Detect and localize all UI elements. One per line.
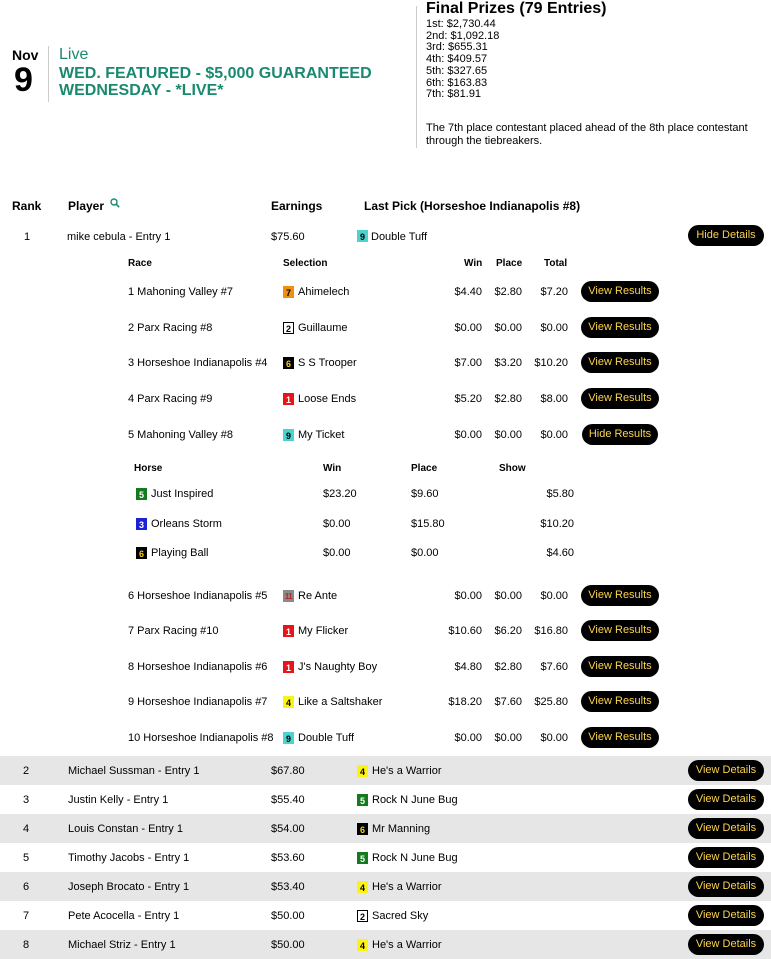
result-horse: Orleans Storm (151, 518, 222, 530)
race-place: $2.80 (494, 286, 522, 298)
race-selection: My Flicker (298, 625, 349, 637)
saddle-cloth-badge: 4 (357, 765, 368, 777)
saddle-cloth-badge: 5 (357, 852, 368, 864)
prize-item: 6th: $163.83 (426, 76, 488, 89)
race-name: 1 Mahoning Valley #7 (128, 286, 233, 298)
view-results-button[interactable]: View Results (581, 281, 659, 302)
result-win: $0.00 (323, 518, 351, 530)
race-name: 10 Horseshoe Indianapolis #8 (128, 732, 274, 744)
entry-earnings: $54.00 (271, 823, 305, 835)
entry-player: Justin Kelly - Entry 1 (68, 794, 169, 806)
view-details-button[interactable]: View Details (688, 789, 764, 810)
result-win-header: Win (323, 463, 342, 474)
race-name: 5 Mahoning Valley #8 (128, 429, 233, 441)
race-win: $5.20 (454, 393, 482, 405)
race-total: $0.00 (540, 322, 568, 334)
result-horse: Just Inspired (151, 488, 214, 500)
saddle-cloth-badge: 1 (283, 625, 294, 637)
entry-pick: Rock N June Bug (372, 852, 458, 864)
event-title: WED. FEATURED - $5,000 GUARANTEED WEDNESDAY - *LIVE* (59, 65, 372, 99)
view-details-button[interactable]: View Details (688, 876, 764, 897)
entry-player: Joseph Brocato - Entry 1 (68, 881, 190, 893)
prize-item: 7th: $81.91 (426, 88, 482, 101)
race-selection: Loose Ends (298, 393, 357, 405)
view-results-button[interactable]: View Results (581, 352, 659, 373)
race-total: $25.80 (534, 696, 568, 708)
win-header: Win (464, 258, 483, 269)
race-selection: Re Ante (298, 590, 338, 602)
race-selection: My Ticket (298, 429, 345, 441)
race-place: $3.20 (494, 357, 522, 369)
view-details-button[interactable]: View Details (688, 760, 764, 781)
place-header: Place (496, 258, 523, 269)
race-selection: Like a Saltshaker (298, 696, 383, 708)
entry-player: Pete Acocella - Entry 1 (68, 910, 180, 922)
entry-earnings: $55.40 (271, 794, 305, 806)
race-win: $4.80 (454, 661, 482, 673)
entry-earnings: $50.00 (271, 939, 305, 951)
race-place: $6.20 (494, 625, 522, 637)
view-details-button[interactable]: View Details (688, 847, 764, 868)
prize-title: Final Prizes (79 Entries) (426, 0, 607, 17)
saddle-cloth-badge: 3 (136, 518, 147, 530)
view-details-button[interactable]: View Details (688, 905, 764, 926)
entry-earnings: $53.60 (271, 852, 305, 864)
race-total: $16.80 (534, 625, 568, 637)
entry-player: Michael Sussman - Entry 1 (68, 765, 200, 777)
view-details-button[interactable]: View Details (688, 818, 764, 839)
view-results-button[interactable]: View Results (581, 691, 659, 712)
race-win: $10.60 (448, 625, 482, 637)
race-place: $0.00 (494, 732, 522, 744)
saddle-cloth-badge: 4 (357, 881, 368, 893)
rank-header: Rank (12, 199, 42, 213)
entry-player: mike cebula - Entry 1 (67, 231, 171, 243)
race-total: $0.00 (540, 732, 568, 744)
entry-player: Timothy Jacobs - Entry 1 (68, 852, 190, 864)
view-results-button[interactable]: View Results (581, 727, 659, 748)
saddle-cloth-badge: 4 (357, 939, 368, 951)
entry-pick: He's a Warrior (372, 939, 442, 951)
entry-pick: Mr Manning (372, 823, 431, 835)
entry-earnings: $67.80 (271, 765, 305, 777)
entry-rank: 6 (23, 881, 30, 893)
view-results-button[interactable]: View Results (581, 317, 659, 338)
entry-pick: He's a Warrior (372, 881, 442, 893)
view-results-button[interactable]: View Results (581, 585, 659, 606)
race-total: $0.00 (540, 590, 568, 602)
result-show-header: Show (499, 463, 526, 474)
race-total: $10.20 (534, 357, 568, 369)
event-day: 9 (14, 61, 33, 99)
saddle-cloth-badge: 2 (357, 910, 368, 922)
result-horse: Playing Ball (151, 547, 209, 559)
entry-rank: 8 (23, 939, 30, 951)
search-icon[interactable] (110, 198, 120, 208)
saddle-cloth-badge: 9 (283, 732, 294, 744)
event-month: Nov (12, 47, 39, 63)
result-place: $15.80 (411, 518, 445, 530)
result-place-header: Place (411, 463, 438, 474)
entry-rank: 3 (23, 794, 30, 806)
result-place: $0.00 (411, 547, 439, 559)
race-selection: J's Naughty Boy (298, 661, 378, 673)
race-total: $7.20 (540, 286, 568, 298)
player-header: Player (68, 199, 105, 213)
race-name: 3 Horseshoe Indianapolis #4 (128, 357, 268, 369)
race-name: 6 Horseshoe Indianapolis #5 (128, 590, 268, 602)
race-place: $7.60 (494, 696, 522, 708)
prize-item: 1st: $2,730.44 (426, 18, 496, 30)
saddle-cloth-badge: 5 (136, 488, 147, 500)
race-win: $0.00 (454, 590, 482, 602)
view-results-button[interactable]: View Results (581, 656, 659, 677)
prize-item: 4th: $409.57 (426, 53, 488, 66)
race-win: $7.00 (454, 357, 482, 369)
prize-item: 5th: $327.65 (426, 64, 488, 77)
race-name: 9 Horseshoe Indianapolis #7 (128, 696, 268, 708)
prize-note: The 7th place contestant placed ahead of the 8th place contestant through the tiebreakers. (426, 122, 748, 147)
saddle-cloth-badge: 9 (357, 230, 368, 242)
race-win: $0.00 (454, 732, 482, 744)
saddle-cloth-badge: 7 (283, 286, 294, 298)
race-name: 8 Horseshoe Indianapolis #6 (128, 661, 268, 673)
prize-divider (416, 6, 417, 148)
result-win: $23.20 (323, 488, 357, 500)
event-status: Live (59, 46, 89, 63)
race-win: $0.00 (454, 322, 482, 334)
saddle-cloth-badge: 5 (357, 794, 368, 806)
entry-rank: 2 (23, 765, 30, 777)
race-selection: Ahimelech (298, 286, 350, 298)
saddle-cloth-badge: 1 (283, 393, 294, 405)
race-name: 2 Parx Racing #8 (128, 322, 213, 334)
saddle-cloth-badge: 6 (283, 357, 294, 369)
selection-header: Selection (283, 258, 328, 269)
race-place: $0.00 (494, 322, 522, 334)
entry-pick: Rock N June Bug (372, 794, 458, 806)
entry-rank: 1 (24, 231, 31, 243)
result-show: $5.80 (546, 488, 574, 500)
race-selection: S S Trooper (298, 357, 357, 369)
hide-results-button[interactable]: Hide Results (582, 424, 658, 445)
race-total: $0.00 (540, 429, 568, 441)
prize-list (426, 19, 499, 101)
entry-rank: 4 (23, 823, 30, 835)
race-place: $0.00 (494, 429, 522, 441)
entry-player: Louis Constan - Entry 1 (68, 823, 183, 835)
entry-pick: Sacred Sky (372, 910, 429, 922)
saddle-cloth-badge: 4 (283, 696, 294, 708)
saddle-cloth-badge: 1 (283, 661, 294, 673)
saddle-cloth-badge: 11 (284, 592, 293, 601)
race-selection: Guillaume (298, 322, 348, 334)
race-name: 4 Parx Racing #9 (128, 393, 213, 405)
race-selection: Double Tuff (298, 732, 355, 744)
view-details-button[interactable]: View Details (688, 934, 764, 955)
last-pick-header: Last Pick (Horseshoe Indianapolis #8) (364, 199, 581, 213)
prize-item: 2nd: $1,092.18 (426, 29, 500, 42)
view-results-button[interactable]: View Results (581, 388, 659, 409)
prize-item: 3rd: $655.31 (426, 41, 488, 54)
total-header: Total (544, 258, 568, 269)
saddle-cloth-badge: 6 (357, 823, 368, 835)
horse-header: Horse (134, 463, 163, 474)
race-win: $18.20 (448, 696, 482, 708)
race-header: Race (128, 258, 152, 269)
view-results-button[interactable]: View Results (581, 620, 659, 641)
hide-details-button[interactable]: Hide Details (688, 225, 764, 246)
entry-earnings: $53.40 (271, 881, 305, 893)
result-win: $0.00 (323, 547, 351, 559)
race-total: $8.00 (540, 393, 568, 405)
entry-rank: 5 (23, 852, 30, 864)
race-place: $0.00 (494, 590, 522, 602)
entry-earnings: $50.00 (271, 910, 305, 922)
entry-rank: 7 (23, 910, 30, 922)
race-place: $2.80 (494, 661, 522, 673)
entry-earnings: $75.60 (271, 231, 305, 243)
race-place: $2.80 (494, 393, 522, 405)
saddle-cloth-badge: 2 (283, 322, 294, 334)
result-place: $9.60 (411, 488, 439, 500)
date-divider (48, 46, 49, 102)
entry-pick: Double Tuff (371, 231, 428, 243)
race-win: $4.40 (454, 286, 482, 298)
race-win: $0.00 (454, 429, 482, 441)
entry-pick: He's a Warrior (372, 765, 442, 777)
race-total: $7.60 (540, 661, 568, 673)
result-show: $4.60 (546, 547, 574, 559)
saddle-cloth-badge: 9 (283, 429, 294, 441)
entry-player: Michael Striz - Entry 1 (68, 939, 176, 951)
saddle-cloth-badge: 6 (136, 547, 147, 559)
earnings-header: Earnings (271, 199, 323, 213)
result-show: $10.20 (540, 518, 574, 530)
race-name: 7 Parx Racing #10 (128, 625, 219, 637)
